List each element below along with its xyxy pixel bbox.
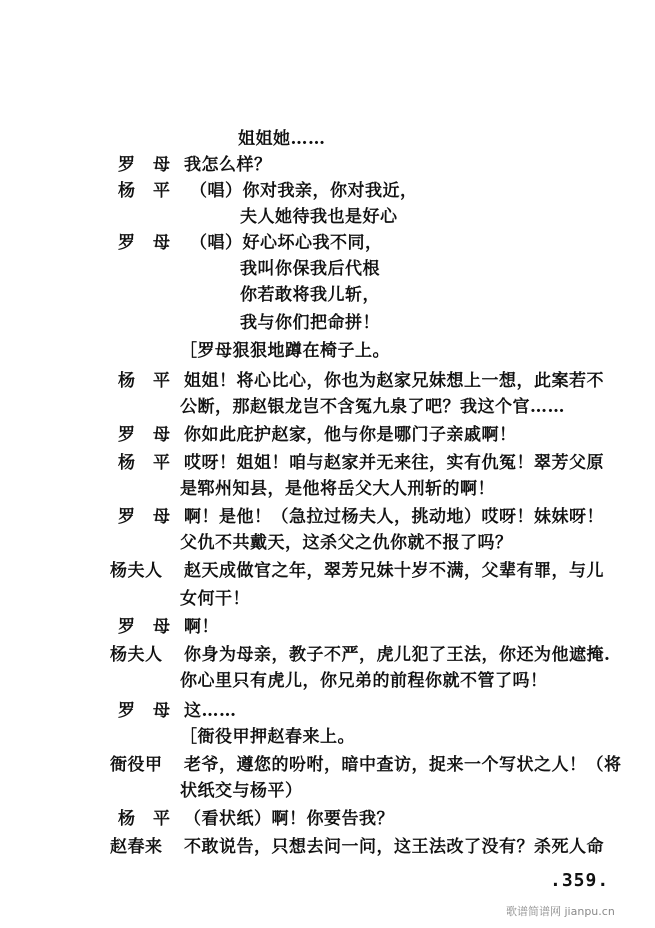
speaker-label: 杨 平 [118, 371, 171, 391]
speaker-label: 杨夫人 [110, 561, 163, 581]
dialogue-line: 你心里只有虎儿，你兄弟的前程你就不管了吗！ [180, 671, 548, 691]
speaker-label: 杨 平 [118, 181, 171, 201]
dialogue-line: 父仇不共戴天，这杀父之仇你就不报了吗？ [180, 533, 513, 553]
dialogue-line: 这…… [184, 701, 237, 721]
speaker-label: 杨夫人 [110, 645, 163, 665]
dialogue-line: 啊！ [184, 617, 219, 637]
dialogue-line: 女何干！ [180, 589, 250, 609]
dialogue-line: 姐姐她…… [238, 129, 326, 149]
speaker-label: 赵春来 [110, 837, 163, 857]
dialogue-line: 你身为母亲，教子不严，虎儿犯了王法，你还为他遮掩. [184, 645, 611, 665]
dialogue-line: （唱）你对我亲，你对我近， [190, 181, 418, 201]
speaker-label: 罗 母 [118, 425, 171, 445]
dialogue-line: 你若敢将我儿斩， [240, 285, 380, 305]
stage-direction: ［衙役甲押赵春来上。 [180, 727, 355, 747]
dialogue-line: 状纸交与杨平） [180, 781, 303, 801]
dialogue-line: 夫人她待我也是好心 [240, 207, 398, 227]
speaker-label: 杨 平 [118, 809, 171, 829]
dialogue-line: 不敢说告，只想去问一问，这王法改了没有？杀死人命 [184, 837, 604, 857]
dialogue-line: 哎呀！姐姐！咱与赵家并无来往，实有仇冤！翠芳父原 [184, 453, 604, 473]
dialogue-line: （看状纸）啊！你要告我？ [184, 809, 394, 829]
dialogue-line: 你如此庇护赵家，他与你是哪门子亲戚啊！ [184, 425, 517, 445]
dialogue-line: 啊！是他！（急拉过杨夫人，挑动地）哎呀！妹妹呀！ [184, 507, 604, 527]
dialogue-line: （唱）好心坏心我不同， [190, 233, 383, 253]
speaker-label: 罗 母 [118, 617, 171, 637]
speaker-label: 罗 母 [118, 233, 171, 253]
dialogue-line: 姐姐！将心比心，你也为赵家兄妹想上一想，此案若不 [184, 371, 604, 391]
speaker-label: 衙役甲 [110, 755, 163, 775]
page-number: .359. [550, 870, 610, 891]
dialogue-line: 赵天成做官之年，翠芳兄妹十岁不满，父辈有罪，与儿 [184, 561, 604, 581]
site-watermark: 歌谱简谱网 jianpu.cn [506, 905, 615, 918]
stage-direction: ［罗母狠狠地蹲在椅子上。 [180, 341, 390, 361]
dialogue-line: 是郓州知县，是他将岳父大人刑斩的啊！ [180, 479, 495, 499]
speaker-label: 杨 平 [118, 453, 171, 473]
speaker-label: 罗 母 [118, 507, 171, 527]
dialogue-line: 我与你们把命拼！ [240, 313, 380, 333]
speaker-label: 罗 母 [118, 155, 171, 175]
speaker-label: 罗 母 [118, 701, 171, 721]
dialogue-line: 我叫你保我后代根 [240, 259, 380, 279]
dialogue-line: 我怎么样？ [184, 155, 272, 175]
dialogue-line: 公断，那赵银龙岂不含冤九泉了吧？我这个官…… [180, 397, 565, 417]
dialogue-line: 老爷，遵您的吩咐，暗中查访，捉来一个写状之人！（将 [184, 755, 622, 775]
